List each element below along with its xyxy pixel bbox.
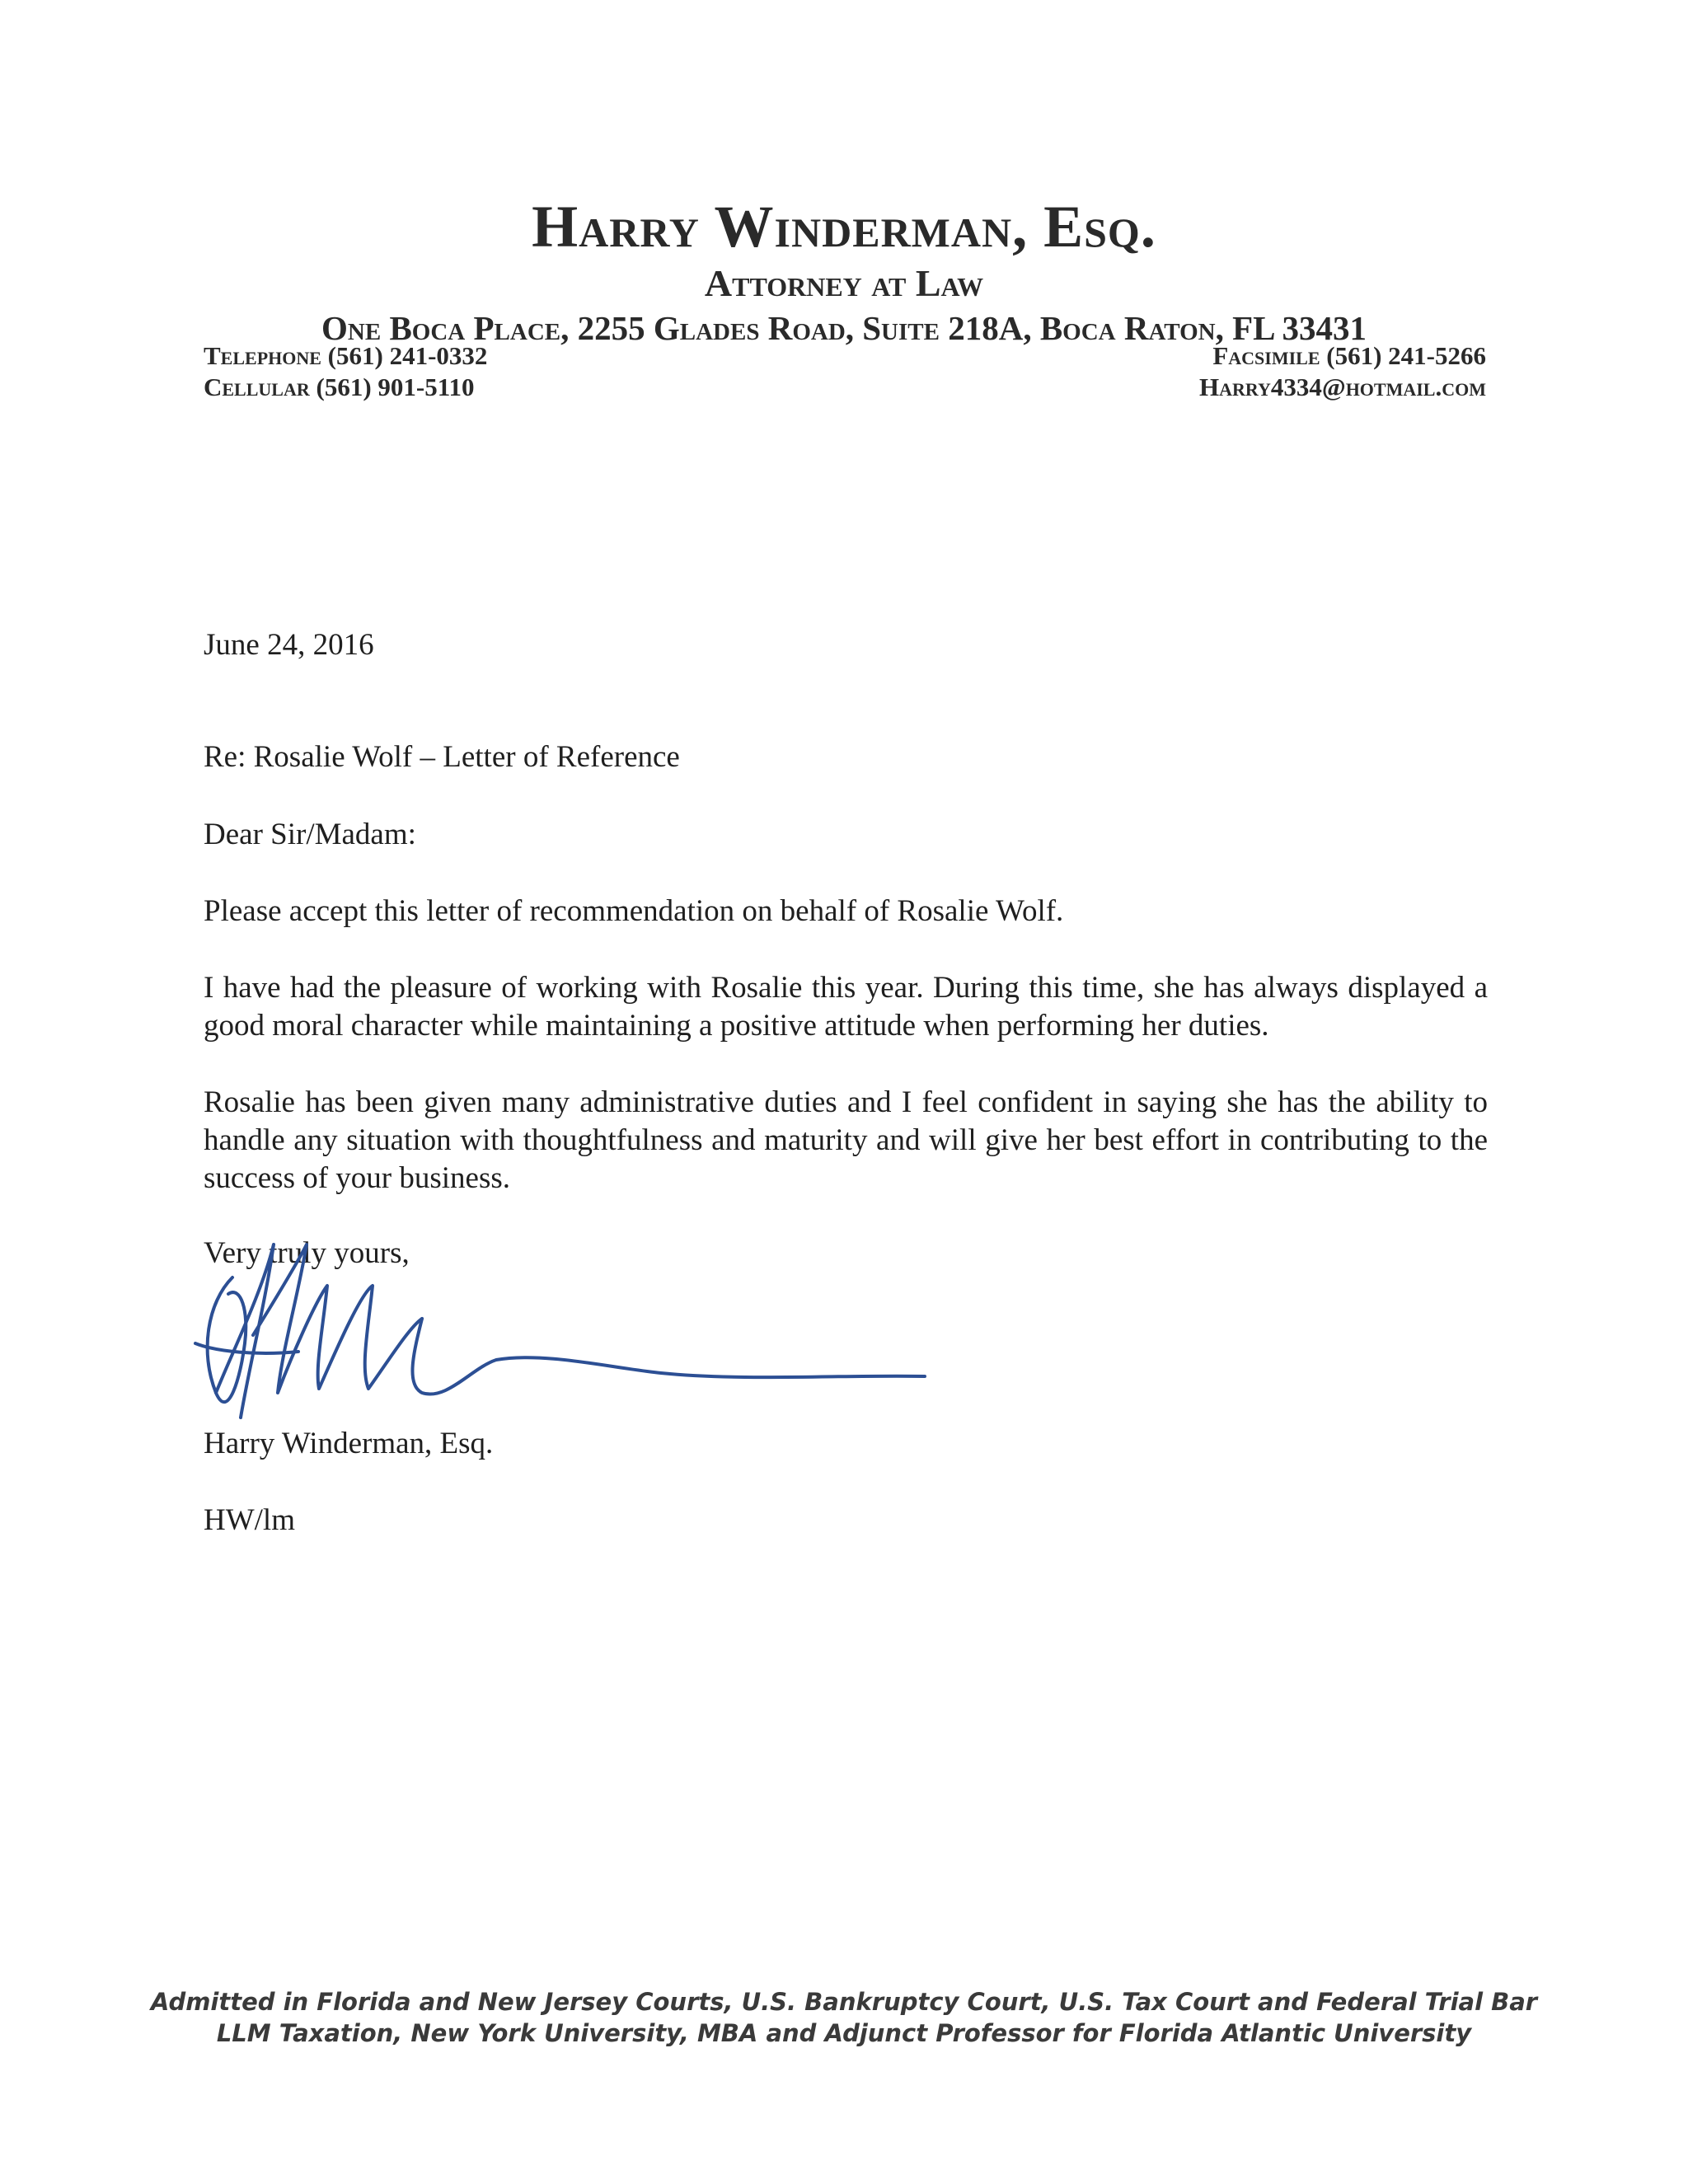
body-paragraph-2: I have had the pleasure of working with Rosalie this year. During this time, she has always displayed a good moral character while maintaining a positive attitude when performing her duties.: [204, 971, 1488, 1043]
typist-initials: HW/lm: [204, 1503, 295, 1537]
telephone-number: Telephone (561) 241-0332: [204, 341, 488, 370]
attorney-title: Attorney at Law: [704, 262, 984, 304]
subject-line: Re: Rosalie Wolf – Letter of Reference: [204, 740, 680, 774]
footer-credentials: LLM Taxation, New York University, MBA and Adjunct Professor for Florida Atlantic University: [216, 2019, 1472, 2047]
footer: [0, 1986, 1688, 2049]
handwritten-signature: [183, 1228, 941, 1442]
closing: Very truly yours,: [204, 1236, 410, 1270]
letter-date: June 24, 2016: [204, 628, 374, 662]
salutation: Dear Sir/Madam:: [204, 818, 416, 851]
footer-admissions: Admitted in Florida and New Jersey Courts, U.S. Bankruptcy Court, U.S. Tax Court and Federal Trial Bar: [150, 1988, 1538, 2016]
contact-right: [1199, 340, 1486, 403]
contact-left: [204, 340, 487, 403]
attorney-name: Harry Winderman, Esq.: [532, 194, 1156, 260]
signer-name: Harry Winderman, Esq.: [204, 1427, 494, 1460]
body-paragraph-1: Please accept this letter of recommendation on behalf of Rosalie Wolf.: [204, 894, 1064, 928]
facsimile-number: Facsimile (561) 241-5266: [1212, 341, 1486, 370]
email-address: Harry4334@hotmail.com: [1198, 373, 1486, 401]
contact-block: [204, 340, 1486, 403]
office-address: One Boca Place, 2255 Glades Road, Suite 218A, Boca Raton, FL 33431: [321, 309, 1367, 347]
body-paragraph-3: Rosalie has been given many administrative duties and I feel confident in saying she has the ability to handle any situation with thoughtfulness and maturity and will give her best effort in contributing to the success of your business.: [204, 1085, 1488, 1195]
cellular-number: Cellular (561) 901-5110: [204, 373, 475, 401]
letterhead: [0, 194, 1688, 401]
